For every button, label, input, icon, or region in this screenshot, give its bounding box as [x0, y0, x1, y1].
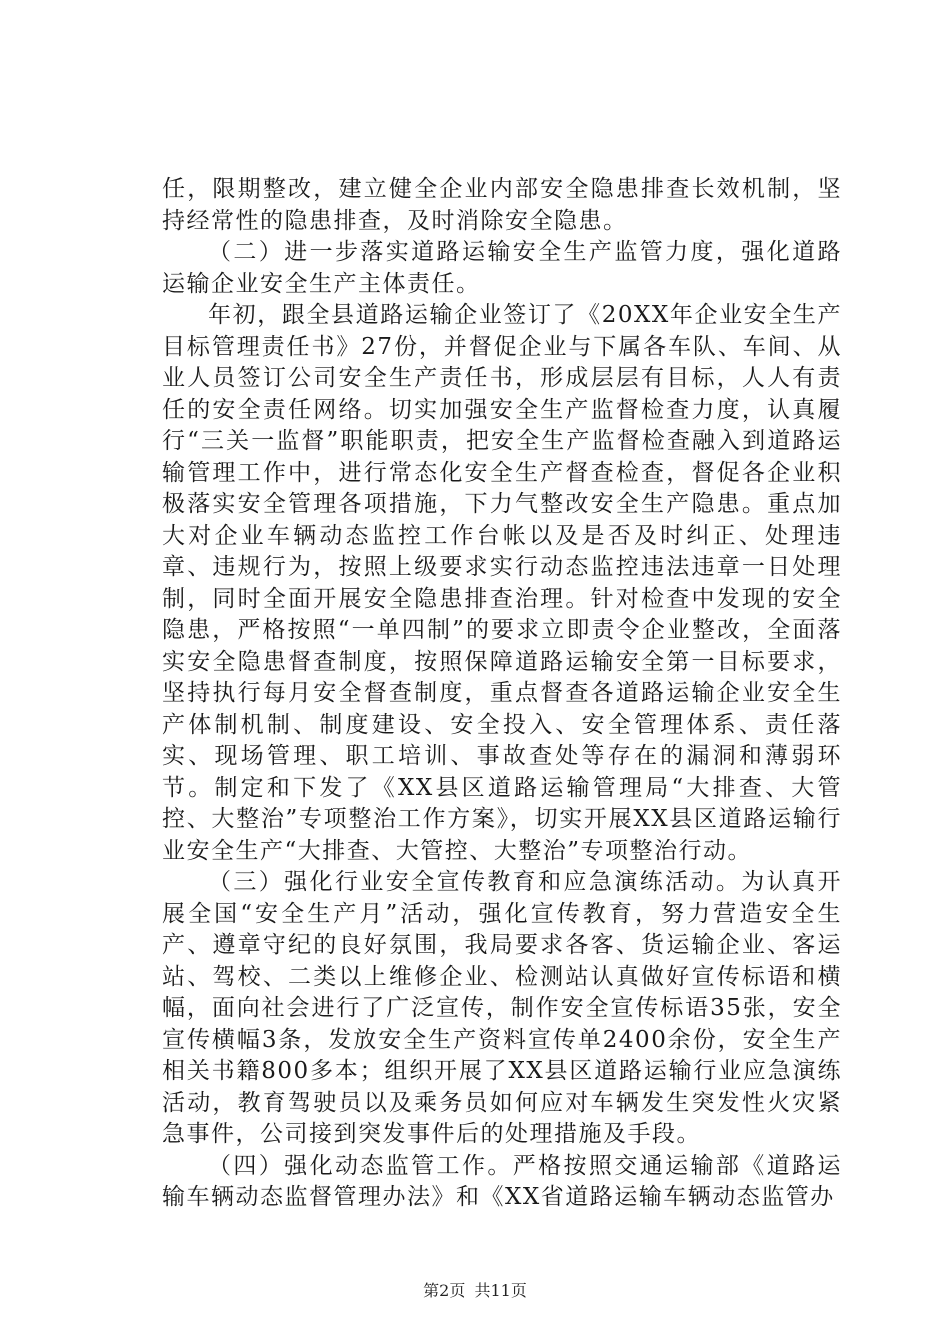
page-number: 第2页 [423, 1281, 466, 1300]
paragraph-continuation: 任，限期整改，建立健全企业内部安全隐患排查长效机制，坚持经常性的隐患排查，及时消除安全隐患。 [162, 176, 842, 234]
paragraph-section-2-body: 年初，跟全县道路运输企业签订了《20XX年企业安全生产目标管理责任书》27份，并督促企业与下属各车队、车间、从业人员签订公司安全生产责任书，形成层层有目标，人人有责任的安全责任网络。切实加强安全生产监督检查力度，认真履行“三关一监督”职能职责，把安全生产监督检查融入到道路运输管理工作中，进行常态化安全生产督查检查，督促各企业积极落实安全管理各项措施，下力气整改安全生产隐患。重点加大对企业车辆动态监控工作台帐以及是否及时纠正、处理违章、违规行为，按照上级要求实行动态监控违法违章一日处理制，同时全面开展安全隐患排查治理。针对检查中发现的安全隐患，严格按照“一单四制”的要求立即责令企业整改，全面落实安全隐患督查制度，按照保障道路运输安全第一目标要求，坚持执行每月安全督查制度，重点督查各道路运输企业安全生产体制机制、制度建设、安全投入、安全管理体系、责任落实、现场管理、职工培训、事故查处等存在的漏洞和薄弱环节。制定和下发了《XX县区道路运输管理局“大排查、大管控、大整治”专项整治工作方案》，切实开展XX县区道路运输行业安全生产“大排查、大管控、大整治”专项整治行动。 [162, 302, 842, 864]
page-total: 共11页 [474, 1281, 527, 1300]
paragraph-section-3: （三）强化行业安全宣传教育和应急演练活动。为认真开展全国“安全生产月”活动，强化宣传教育，努力营造安全生产、遵章守纪的良好氛围，我局要求各客、货运输企业、客运站、驾校、二类以上维修企业、检测站认真做好宣传标语和横幅，面向社会进行了广泛宣传，制作安全宣传标语35张，安全宣传横幅3条，发放安全生产资料宣传单2400余份，安全生产相关书籍800多本；组织开展了XX县区道路运输行业应急演练活动，教育驾驶员以及乘务员如何应对车辆发生突发性火灾紧急事件，公司接到突发事件后的处理措施及手段。 [162, 869, 842, 1147]
page-footer [0, 1278, 950, 1301]
paragraph-section-2-heading: （二）进一步落实道路运输安全生产监管力度，强化道路运输企业安全生产主体责任。 [162, 239, 842, 297]
document-body [162, 174, 842, 1214]
paragraph-section-4: （四）强化动态监管工作。严格按照交通运输部《道路运输车辆动态监督管理办法》和《XX省道路运输车辆动态监管办 [162, 1152, 842, 1210]
